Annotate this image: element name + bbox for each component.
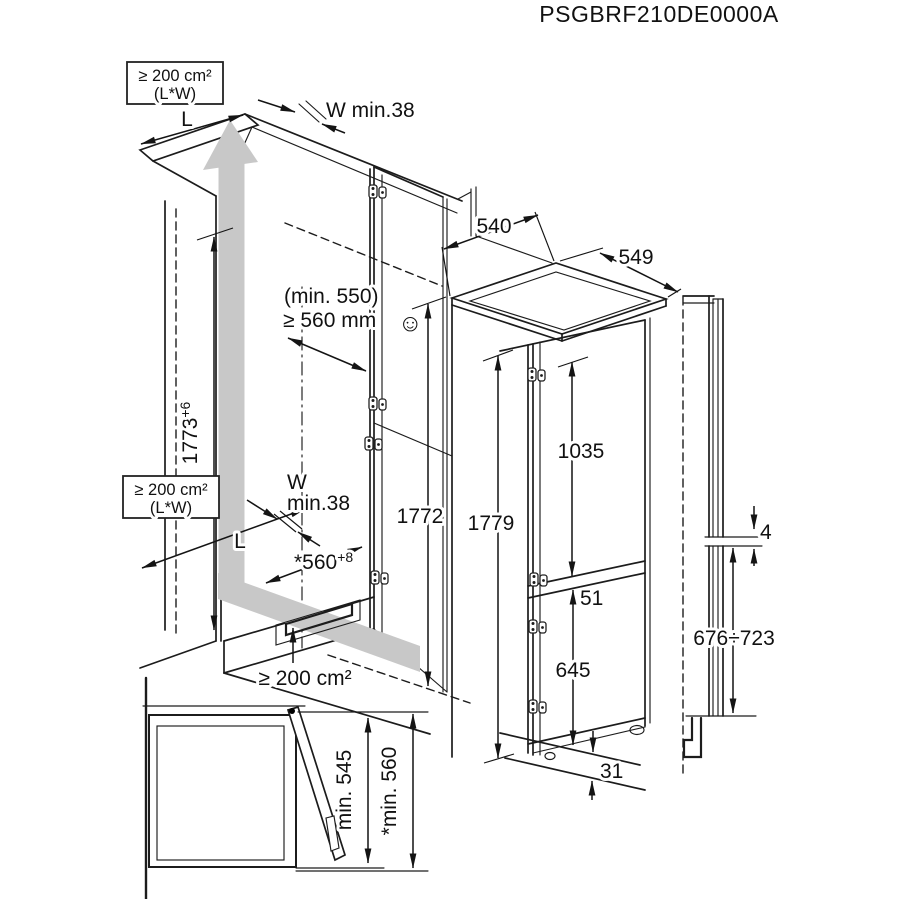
niche-depth-note-label: (min. 550) [284, 285, 379, 308]
floor-length-label: L [234, 530, 246, 553]
top-vent-area-label: ≥ 200 cm² [138, 67, 212, 85]
appliance-height-label: 1779 [467, 512, 515, 535]
top-length-label: L [181, 108, 193, 131]
niche-inner-height-label: 1772 [396, 505, 444, 528]
plinth-clearance-label: 31 [600, 760, 624, 783]
airflow-arrow [203, 120, 420, 672]
top-vent-area-label2: (L*W) [153, 85, 197, 103]
depth-540-label: 540 [476, 215, 512, 238]
smiley-icon: ☺ [398, 310, 423, 337]
lower-door-label: 645 [555, 659, 591, 682]
wall-w-label: W [287, 471, 307, 494]
niche-height-label: $1773^{+6}$ [177, 401, 202, 465]
niche-width-label: $*560^{+8}$ [294, 549, 354, 574]
bottom-vent-area-label: ≥ 200 cm² [258, 667, 352, 690]
panel-gap-label: 4 [760, 521, 772, 544]
door-open-min-label: min. 545 [333, 749, 356, 831]
top-wall-thickness-label: W min.38 [326, 99, 415, 122]
wall-min38-label: min.38 [287, 492, 351, 515]
door-open-rec-label: *min. 560 [378, 746, 401, 836]
niche-depth-label: ≥ 560 mm [283, 309, 377, 332]
hinge-icons [365, 185, 547, 713]
model-number: PSGBRF210DE0000A [539, 1, 779, 27]
left-vent-area-label2: (L*W) [149, 499, 193, 517]
upper-door-label: 1035 [557, 440, 605, 463]
door-gap-label: 51 [580, 587, 604, 610]
lower-panel-range-label: 676÷723 [693, 627, 775, 650]
width-549-label: 549 [618, 246, 654, 269]
side-panel-view [683, 296, 770, 773]
left-vent-area-label: ≥ 200 cm² [134, 481, 208, 499]
